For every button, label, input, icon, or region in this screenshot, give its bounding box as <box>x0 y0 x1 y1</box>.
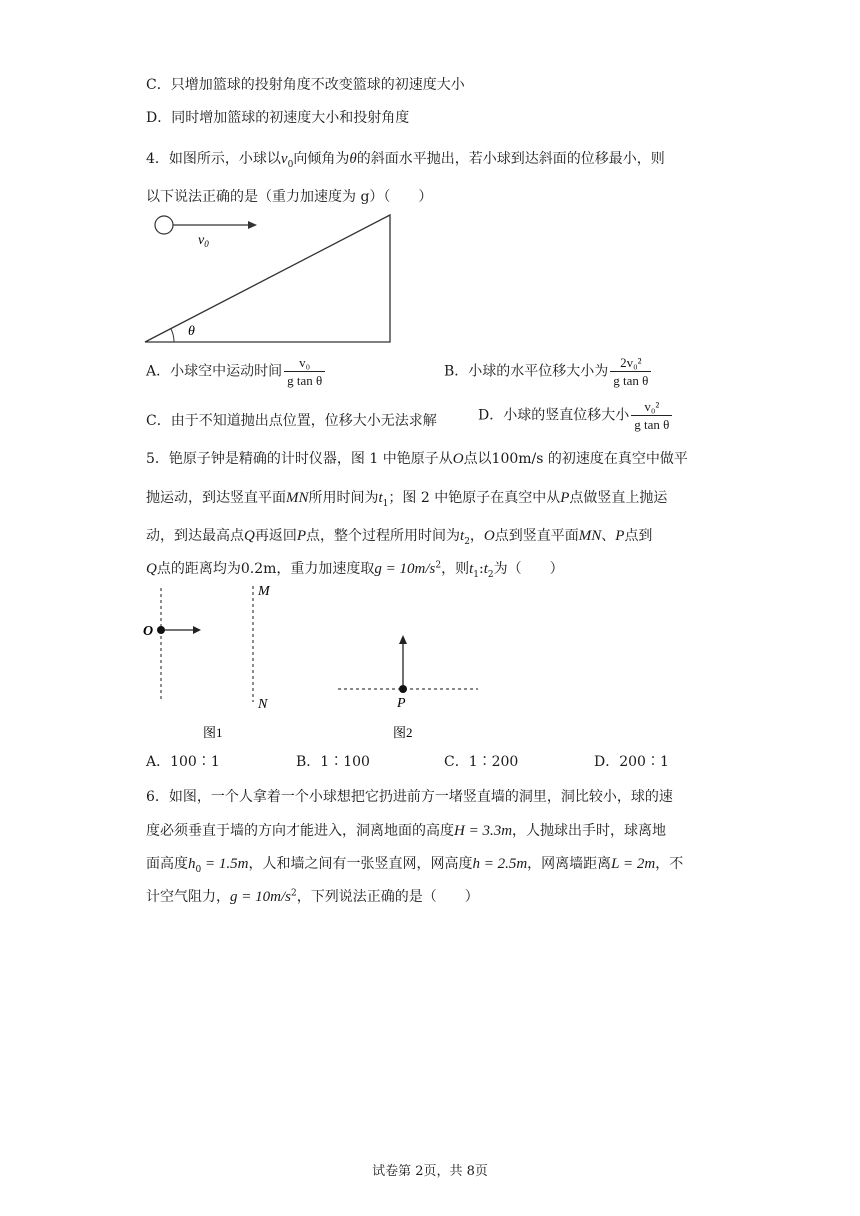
q4-option-b: B．小球的水平位移大小为 $\frac{\text{2v₀²}}{\text{g tan θ}}$ <box>444 354 653 389</box>
q5-option-a: A．100∶1 <box>146 754 220 770</box>
point-o <box>157 626 165 634</box>
q6-stem-line4: 计空气阻力，$g = 10m/s^2$，下列说法正确的是（ ） <box>146 888 479 905</box>
q6-stem-line1: 6．如图，一个人拿着一个小球想把它扔进前方一堵竖直墙的洞里，洞比较小，球的速 <box>146 789 673 805</box>
q5-option-b: B．1∶100 <box>296 754 370 770</box>
label-m: M <box>258 584 270 599</box>
q5-option-d: D．200∶1 <box>594 754 669 770</box>
label-o: O <box>143 624 154 639</box>
incline-triangle <box>145 215 390 342</box>
fig2-caption: 图2 <box>393 725 413 740</box>
q5-figures <box>135 580 495 745</box>
q6-stem-line3: 面高度$h_0 = 1.5m$，人和墙之间有一张竖直网，网高度h = 2.5m，网离墙距离L = 2m，不 <box>146 856 684 875</box>
q6-stem-line2: 度必须垂直于墙的方向才能进入，洞离地面的高度H = 3.3m，人抛球出手时，球离地 <box>146 823 667 839</box>
q3-option-d: D．同时增加篮球的初速度大小和投射角度 <box>146 110 410 126</box>
q4-stem-line2: 以下说法正确的是（重力加速度为 g）（ ） <box>146 189 433 205</box>
theta-label: θ <box>188 324 195 339</box>
q5-stem-line2: 抛运动，到达竖直平面MN所用时间为$t_1$；图 2 中铯原子在真空中从P点做竖直上抛运 <box>146 490 668 509</box>
page-footer: 试卷第 2页，共 8页 <box>372 1164 488 1179</box>
q4-incline-figure <box>140 208 400 348</box>
label-n: N <box>258 697 268 712</box>
q4-option-a: A．小球空中运动时间 $\frac{\text{v₀}}{\text{g tan θ}}$ <box>146 354 327 389</box>
q5-stem-line3: 动，到达最高点Q再返回P点，整个过程所用时间为$t_2$，O点到竖直平面MN、P点到 <box>146 528 653 547</box>
q3-option-c: C．只增加篮球的投射角度不改变篮球的初速度大小 <box>146 77 465 93</box>
point-p <box>399 685 407 693</box>
label-p: P <box>397 696 406 711</box>
q4-option-d: D．小球的竖直位移大小 $\frac{\text{v₀²}}{\text{g tan θ}}$ <box>478 398 674 433</box>
ball-icon <box>155 216 173 234</box>
q5-option-c: C．1∶200 <box>444 754 519 770</box>
v0-label: $v_0$ <box>198 233 209 249</box>
q4-option-c: C．由于不知道抛出点位置，位移大小无法求解 <box>146 413 437 429</box>
q5-stem-line1: 5．铯原子钟是精确的计时仪器，图 1 中铯原子从O点以100m/s 的初速度在真空中做平 <box>146 451 688 467</box>
fig1-caption: 图1 <box>203 725 223 740</box>
q4-stem-line1: 4．如图所示，小球以$v_0$向倾角为θ的斜面水平抛出，若小球到达斜面的位移最小，则 <box>146 151 665 170</box>
q5-stem-line4: Q点的距离均为0.2m，重力加速度取$g = 10m/s^2$，则$t_1:t_2$为（ ） <box>146 560 564 580</box>
